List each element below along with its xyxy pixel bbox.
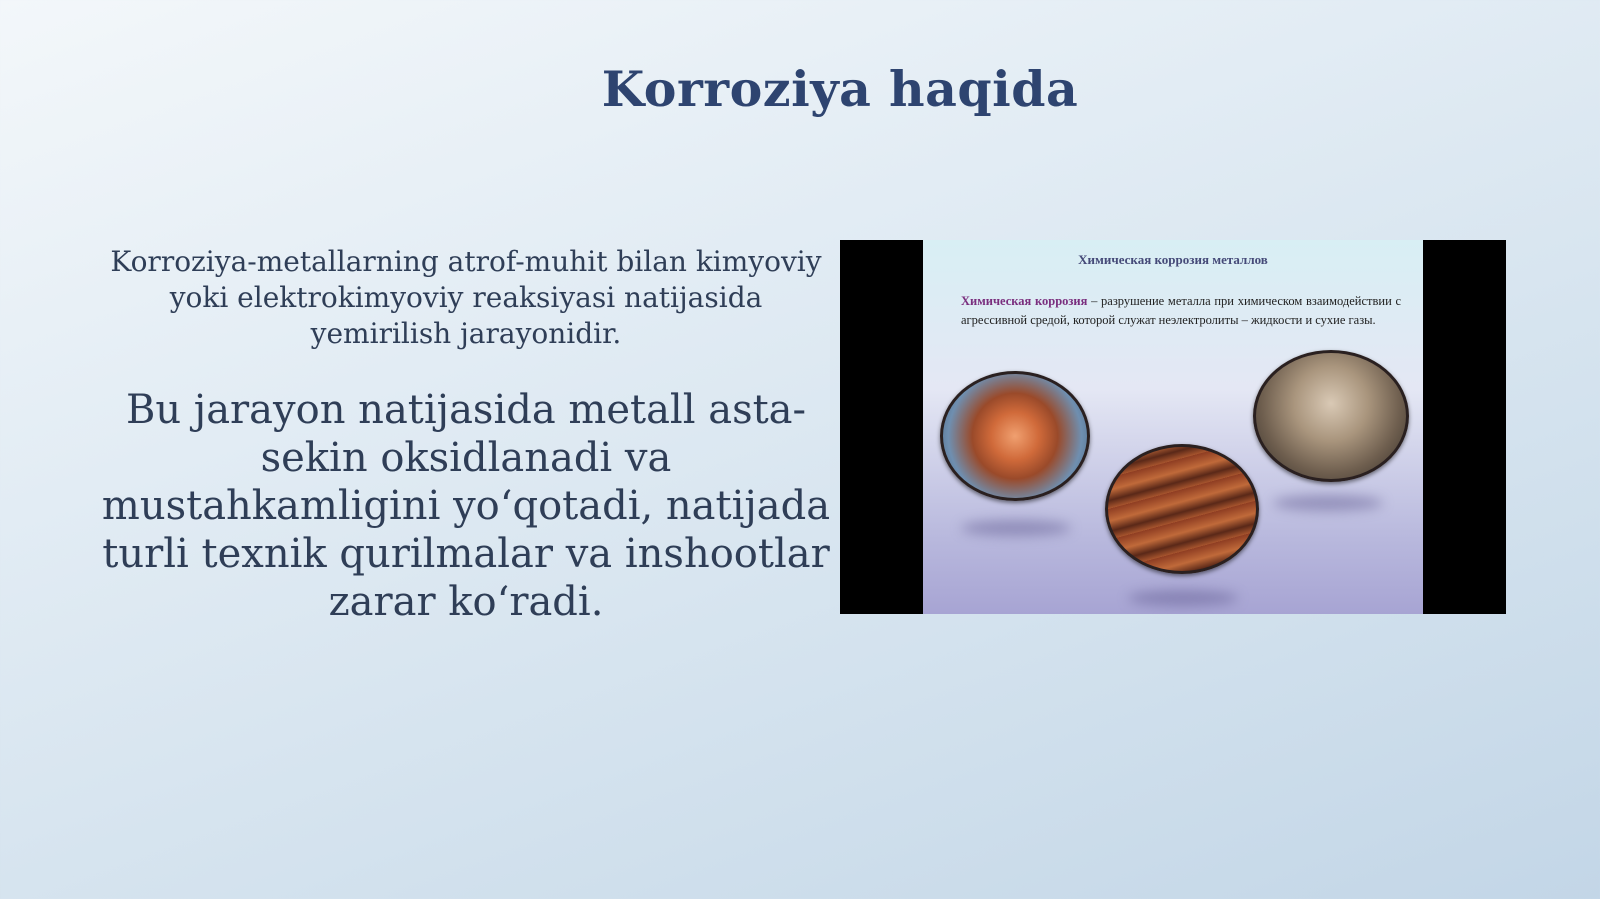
photo-shadow: [1273, 495, 1383, 511]
embedded-slide-text: [961, 292, 1401, 330]
corrosion-image-frame: [840, 240, 1506, 614]
photo-shadow: [1128, 590, 1238, 606]
slide-title: Korroziya haqida: [601, 60, 1079, 118]
consequence-paragraph: Bu jarayon natijasida metall asta-sekin oksidlanadi va mustahkamligini yo‘qotadi, natijada turli texnik qurilmalar va inshootlar zarar ko‘radi.: [101, 387, 831, 625]
definition-paragraph: Korroziya-metallarning atrof-muhit bilan kimyoviy yoki elektrokimyoviy reaksiyasi natijasida yemirilish jarayonidir.: [110, 245, 822, 350]
embedded-slide-image: [923, 240, 1423, 614]
corroded-surface-photo: [1253, 350, 1409, 482]
embedded-slide-definition: – разрушение металла при химическом взаимодействии с агрессивной средой, которой служат неэлектролиты – жидкости и сухие газы.: [961, 294, 1402, 327]
photo-shadow: [961, 520, 1071, 536]
rusted-metal-plates-photo: [1105, 444, 1259, 574]
embedded-slide-term: Химическая коррозия: [961, 294, 1088, 308]
embedded-slide-title: Химическая коррозия металлов: [1078, 252, 1268, 267]
rusted-gear-photo: [940, 371, 1090, 501]
